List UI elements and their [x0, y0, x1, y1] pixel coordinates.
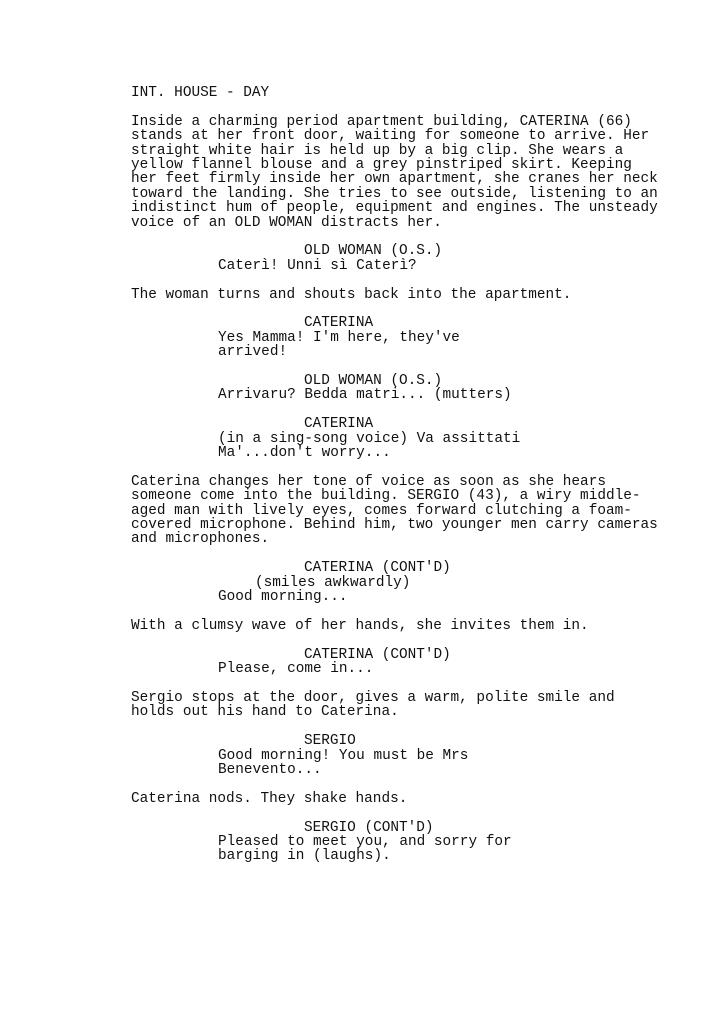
scene-heading: INT. HOUSE - DAY: [131, 85, 270, 101]
spacer: [131, 777, 691, 791]
spacer: [131, 605, 691, 619]
spacer: [131, 100, 691, 114]
action-paragraph: Sergio stops at the door, gives a warm, polite smile and holds out his hand to Caterina.: [131, 689, 615, 721]
dialogue-line: (in a sing-song voice) Va assittati Ma'...don't worry...: [218, 430, 521, 462]
spacer: [131, 677, 691, 691]
character-cue: SERGIO: [304, 733, 356, 750]
character-cue: OLD WOMAN (O.S.): [304, 373, 443, 390]
dialogue-line: Caterì! Unni sì Caterì?: [218, 257, 417, 274]
action-paragraph: The woman turns and shouts back into the apartment.: [131, 286, 572, 303]
dialogue-line: Good morning...: [218, 589, 348, 606]
action-paragraph: Caterina changes her tone of voice as soon as she hears someone come into the building. SERGIO (43), a wiry middle- aged man with lively eyes, comes forward clutching a foam- covered microphone. Behind him, two younger men carry cameras and microphones.: [131, 473, 658, 548]
spacer: [131, 360, 691, 374]
spacer: [131, 460, 691, 474]
screenplay-body: [131, 86, 691, 864]
parenthetical: (smiles awkwardly): [255, 574, 411, 591]
dialogue-line: Arrivaru? Bedda matri... (mutters): [218, 387, 512, 404]
spacer: [131, 547, 691, 561]
character-cue: SERGIO (CONT'D): [304, 819, 434, 836]
action-paragraph: Inside a charming period apartment building, CATERINA (66) stands at her front door, waiting for someone to arrive. Her straight white hair is held up by a big clip. She wears a yellow flannel blouse and a grey pinstriped skirt. Keeping her feet firmly inside her own apartment, she cranes her neck toward the landing. She tries to see outside, listening to an indistinct hum of people, equipment and engines. The unsteady voice of an OLD WOMAN distracts her.: [131, 113, 658, 231]
dialogue-line: Yes Mamma! I'm here, they've arrived!: [218, 329, 460, 361]
character-cue: OLD WOMAN (O.S.): [304, 243, 443, 260]
dialogue-line: Pleased to meet you, and sorry for barging in (laughs).: [218, 833, 512, 865]
spacer: [131, 273, 691, 287]
dialogue-line: Good morning! You must be Mrs Benevento...: [218, 747, 469, 778]
dialogue-line: Please, come in...: [218, 661, 374, 678]
character-cue: CATERINA: [304, 416, 374, 433]
action-paragraph: With a clumsy wave of her hands, she invites them in.: [131, 617, 589, 634]
character-cue: CATERINA: [304, 315, 374, 332]
spacer: [131, 230, 691, 244]
character-cue: CATERINA (CONT'D): [304, 560, 451, 577]
character-cue: CATERINA (CONT'D): [304, 646, 451, 663]
action-paragraph: Caterina nods. They shake hands.: [131, 790, 408, 807]
spacer: [131, 302, 691, 316]
spacer: [131, 403, 691, 417]
spacer: [131, 806, 691, 820]
spacer: [131, 633, 691, 647]
spacer: [131, 720, 691, 734]
